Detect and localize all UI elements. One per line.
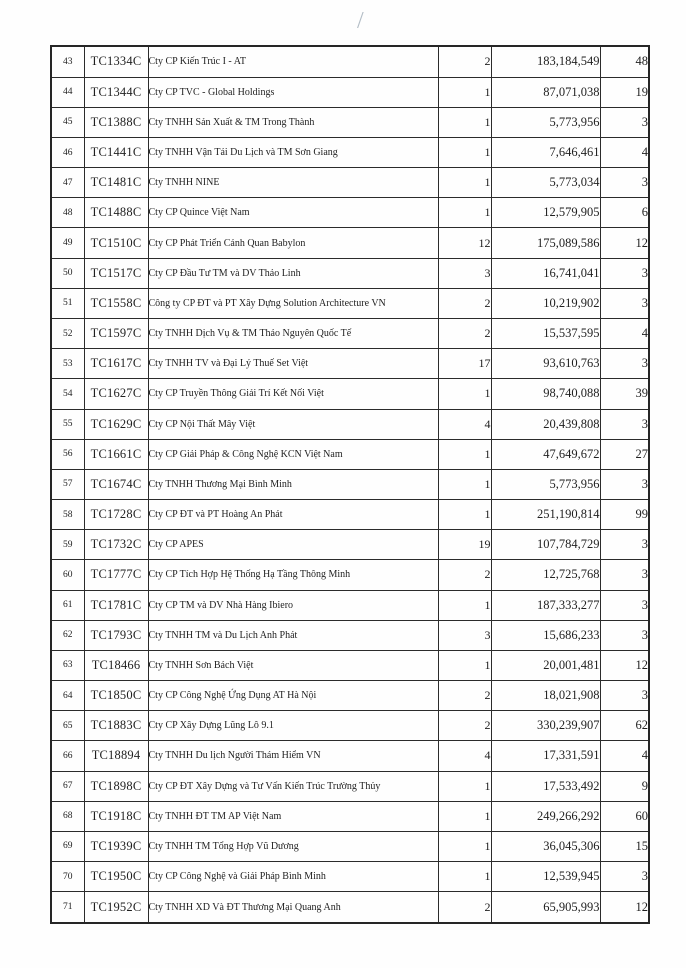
table-row [51, 198, 649, 228]
table-row [51, 620, 649, 650]
table-row [51, 349, 649, 379]
company-code-cell: TC18466 [84, 650, 148, 680]
quantity-cell: 1 [438, 500, 491, 530]
table-row [51, 107, 649, 137]
row-number-cell: 50 [51, 258, 84, 288]
company-name-cell: Cty CP ĐT và PT Hoàng An Phát [148, 500, 438, 530]
company-code-cell: TC1781C [84, 590, 148, 620]
company-name-cell: Cty TNHH XD Và ĐT Thương Mại Quang Anh [148, 892, 438, 923]
quantity-cell: 1 [438, 590, 491, 620]
company-name-cell: Cty CP Quince Việt Nam [148, 198, 438, 228]
row-number-cell: 47 [51, 168, 84, 198]
company-table [50, 45, 650, 924]
table-row [51, 681, 649, 711]
company-code-cell: TC1952C [84, 892, 148, 923]
row-number-cell: 63 [51, 650, 84, 680]
quantity-cell: 12 [438, 228, 491, 258]
row-number-cell: 59 [51, 530, 84, 560]
row-number-cell: 58 [51, 500, 84, 530]
quantity-cell: 1 [438, 379, 491, 409]
amount-cell: 20,439,808 [491, 409, 600, 439]
table-row [51, 500, 649, 530]
amount-cell: 187,333,277 [491, 590, 600, 620]
company-name-cell: Cty TNHH TM và Du Lịch Anh Phát [148, 620, 438, 650]
table-row [51, 892, 649, 923]
row-number-cell: 60 [51, 560, 84, 590]
company-code-cell: TC1793C [84, 620, 148, 650]
amount-cell: 107,784,729 [491, 530, 600, 560]
company-code-cell: TC1488C [84, 198, 148, 228]
table-row [51, 862, 649, 892]
count-cell: 3 [600, 560, 649, 590]
row-number-cell: 45 [51, 107, 84, 137]
row-number-cell: 54 [51, 379, 84, 409]
table-row [51, 228, 649, 258]
company-name-cell: Cty CP Kiến Trúc I - AT [148, 46, 438, 77]
quantity-cell: 17 [438, 349, 491, 379]
amount-cell: 5,773,956 [491, 469, 600, 499]
table-row [51, 469, 649, 499]
company-code-cell: TC1344C [84, 77, 148, 107]
company-code-cell: TC1334C [84, 46, 148, 77]
company-name-cell: Cty TNHH NINE [148, 168, 438, 198]
row-number-cell: 44 [51, 77, 84, 107]
quantity-cell: 2 [438, 892, 491, 923]
company-code-cell: TC1939C [84, 831, 148, 861]
count-cell: 4 [600, 741, 649, 771]
amount-cell: 87,071,038 [491, 77, 600, 107]
quantity-cell: 1 [438, 439, 491, 469]
amount-cell: 5,773,956 [491, 107, 600, 137]
company-name-cell: Cty TNHH Du lịch Người Thám Hiểm VN [148, 741, 438, 771]
count-cell: 3 [600, 288, 649, 318]
row-number-cell: 51 [51, 288, 84, 318]
amount-cell: 98,740,088 [491, 379, 600, 409]
amount-cell: 93,610,763 [491, 349, 600, 379]
count-cell: 39 [600, 379, 649, 409]
amount-cell: 47,649,672 [491, 439, 600, 469]
row-number-cell: 46 [51, 137, 84, 167]
quantity-cell: 2 [438, 560, 491, 590]
amount-cell: 12,539,945 [491, 862, 600, 892]
quantity-cell: 1 [438, 831, 491, 861]
quantity-cell: 1 [438, 168, 491, 198]
amount-cell: 330,239,907 [491, 711, 600, 741]
row-number-cell: 52 [51, 318, 84, 348]
company-code-cell: TC1481C [84, 168, 148, 198]
count-cell: 3 [600, 168, 649, 198]
amount-cell: 10,219,902 [491, 288, 600, 318]
company-code-cell: TC1629C [84, 409, 148, 439]
quantity-cell: 1 [438, 771, 491, 801]
company-name-cell: Cty CP APES [148, 530, 438, 560]
quantity-cell: 2 [438, 288, 491, 318]
amount-cell: 249,266,292 [491, 801, 600, 831]
count-cell: 3 [600, 620, 649, 650]
amount-cell: 251,190,814 [491, 500, 600, 530]
table-row [51, 288, 649, 318]
row-number-cell: 48 [51, 198, 84, 228]
company-code-cell: TC1898C [84, 771, 148, 801]
quantity-cell: 1 [438, 469, 491, 499]
quantity-cell: 1 [438, 107, 491, 137]
company-name-cell: Cty CP Truyền Thông Giải Trí Kết Nối Việt [148, 379, 438, 409]
amount-cell: 175,089,586 [491, 228, 600, 258]
count-cell: 12 [600, 892, 649, 923]
row-number-cell: 62 [51, 620, 84, 650]
count-cell: 48 [600, 46, 649, 77]
amount-cell: 12,579,905 [491, 198, 600, 228]
quantity-cell: 19 [438, 530, 491, 560]
quantity-cell: 2 [438, 318, 491, 348]
table-row [51, 168, 649, 198]
count-cell: 3 [600, 349, 649, 379]
company-name-cell: Cty CP Giải Pháp & Công Nghệ KCN Việt Nam [148, 439, 438, 469]
company-name-cell: Cty CP Công Nghệ Ứng Dụng AT Hà Nội [148, 681, 438, 711]
company-name-cell: Cty TNHH Dịch Vụ & TM Thảo Nguyên Quốc Tế [148, 318, 438, 348]
company-code-cell: TC1558C [84, 288, 148, 318]
quantity-cell: 2 [438, 681, 491, 711]
amount-cell: 7,646,461 [491, 137, 600, 167]
table-row [51, 741, 649, 771]
company-name-cell: Cty TNHH Sơn Bách Việt [148, 650, 438, 680]
row-number-cell: 65 [51, 711, 84, 741]
row-number-cell: 68 [51, 801, 84, 831]
company-name-cell: Cty TNHH Thương Mại Bình Minh [148, 469, 438, 499]
quantity-cell: 1 [438, 137, 491, 167]
company-code-cell: TC1627C [84, 379, 148, 409]
company-name-cell: Cty TNHH Sản Xuất & TM Trong Thành [148, 107, 438, 137]
company-name-cell: Cty CP Tích Hợp Hệ Thống Hạ Tầng Thông Minh [148, 560, 438, 590]
count-cell: 3 [600, 107, 649, 137]
table-row [51, 711, 649, 741]
company-name-cell: Cty CP Phát Triển Cảnh Quan Babylon [148, 228, 438, 258]
quantity-cell: 1 [438, 801, 491, 831]
count-cell: 3 [600, 409, 649, 439]
company-code-cell: TC1661C [84, 439, 148, 469]
row-number-cell: 69 [51, 831, 84, 861]
company-name-cell: Cty TNHH TV và Đại Lý Thuế Set Việt [148, 349, 438, 379]
company-code-cell: TC1597C [84, 318, 148, 348]
company-code-cell: TC1732C [84, 530, 148, 560]
count-cell: 4 [600, 318, 649, 348]
quantity-cell: 1 [438, 862, 491, 892]
row-number-cell: 57 [51, 469, 84, 499]
company-code-cell: TC1918C [84, 801, 148, 831]
table-row [51, 650, 649, 680]
company-name-cell: Cty TNHH Vận Tải Du Lịch và TM Sơn Giang [148, 137, 438, 167]
company-code-cell: TC1883C [84, 711, 148, 741]
count-cell: 3 [600, 258, 649, 288]
amount-cell: 15,537,595 [491, 318, 600, 348]
table-row [51, 771, 649, 801]
quantity-cell: 4 [438, 409, 491, 439]
company-name-cell: Cty CP Xây Dựng Lũng Lô 9.1 [148, 711, 438, 741]
company-code-cell: TC18894 [84, 741, 148, 771]
table-row [51, 46, 649, 77]
amount-cell: 18,021,908 [491, 681, 600, 711]
count-cell: 9 [600, 771, 649, 801]
table-row [51, 258, 649, 288]
table-row [51, 318, 649, 348]
company-name-cell: Cty CP TVC - Global Holdings [148, 77, 438, 107]
company-code-cell: TC1728C [84, 500, 148, 530]
amount-cell: 65,905,993 [491, 892, 600, 923]
company-name-cell: Cty TNHH ĐT TM AP Việt Nam [148, 801, 438, 831]
amount-cell: 183,184,549 [491, 46, 600, 77]
company-code-cell: TC1777C [84, 560, 148, 590]
count-cell: 3 [600, 530, 649, 560]
row-number-cell: 55 [51, 409, 84, 439]
quantity-cell: 3 [438, 258, 491, 288]
count-cell: 62 [600, 711, 649, 741]
company-name-cell: Công ty CP ĐT và PT Xây Dựng Solution Architecture VN [148, 288, 438, 318]
stray-scan-mark: / [357, 8, 364, 34]
company-code-cell: TC1388C [84, 107, 148, 137]
company-code-cell: TC1517C [84, 258, 148, 288]
table-row [51, 831, 649, 861]
table-row [51, 801, 649, 831]
row-number-cell: 61 [51, 590, 84, 620]
row-number-cell: 53 [51, 349, 84, 379]
table-row [51, 379, 649, 409]
table-row [51, 137, 649, 167]
count-cell: 3 [600, 469, 649, 499]
company-code-cell: TC1441C [84, 137, 148, 167]
row-number-cell: 66 [51, 741, 84, 771]
company-name-cell: Cty CP Nội Thất Mây Việt [148, 409, 438, 439]
row-number-cell: 70 [51, 862, 84, 892]
quantity-cell: 4 [438, 741, 491, 771]
row-number-cell: 43 [51, 46, 84, 77]
company-name-cell: Cty CP Công Nghệ và Giải Pháp Bình Minh [148, 862, 438, 892]
count-cell: 99 [600, 500, 649, 530]
company-code-cell: TC1617C [84, 349, 148, 379]
row-number-cell: 67 [51, 771, 84, 801]
quantity-cell: 2 [438, 711, 491, 741]
company-code-cell: TC1850C [84, 681, 148, 711]
amount-cell: 20,001,481 [491, 650, 600, 680]
count-cell: 3 [600, 681, 649, 711]
row-number-cell: 64 [51, 681, 84, 711]
count-cell: 19 [600, 77, 649, 107]
table-row [51, 77, 649, 107]
table-row [51, 409, 649, 439]
count-cell: 4 [600, 137, 649, 167]
row-number-cell: 56 [51, 439, 84, 469]
table-row [51, 530, 649, 560]
count-cell: 15 [600, 831, 649, 861]
amount-cell: 36,045,306 [491, 831, 600, 861]
count-cell: 3 [600, 862, 649, 892]
amount-cell: 5,773,034 [491, 168, 600, 198]
quantity-cell: 3 [438, 620, 491, 650]
quantity-cell: 2 [438, 46, 491, 77]
amount-cell: 16,741,041 [491, 258, 600, 288]
company-name-cell: Cty CP Đầu Tư TM và DV Thảo Linh [148, 258, 438, 288]
count-cell: 6 [600, 198, 649, 228]
amount-cell: 17,533,492 [491, 771, 600, 801]
row-number-cell: 49 [51, 228, 84, 258]
count-cell: 27 [600, 439, 649, 469]
company-code-cell: TC1674C [84, 469, 148, 499]
quantity-cell: 1 [438, 77, 491, 107]
company-code-cell: TC1510C [84, 228, 148, 258]
table-row [51, 439, 649, 469]
row-number-cell: 71 [51, 892, 84, 923]
count-cell: 12 [600, 228, 649, 258]
amount-cell: 12,725,768 [491, 560, 600, 590]
count-cell: 12 [600, 650, 649, 680]
amount-cell: 17,331,591 [491, 741, 600, 771]
table-row [51, 560, 649, 590]
company-name-cell: Cty CP TM và DV Nhà Hàng Ibiero [148, 590, 438, 620]
count-cell: 3 [600, 590, 649, 620]
amount-cell: 15,686,233 [491, 620, 600, 650]
quantity-cell: 1 [438, 198, 491, 228]
company-code-cell: TC1950C [84, 862, 148, 892]
count-cell: 60 [600, 801, 649, 831]
company-name-cell: Cty TNHH TM Tổng Hợp Vũ Dương [148, 831, 438, 861]
company-name-cell: Cty CP ĐT Xây Dựng và Tư Vấn Kiến Trúc Trường Thủy [148, 771, 438, 801]
table-row [51, 590, 649, 620]
company-table-body [51, 46, 649, 923]
quantity-cell: 1 [438, 650, 491, 680]
